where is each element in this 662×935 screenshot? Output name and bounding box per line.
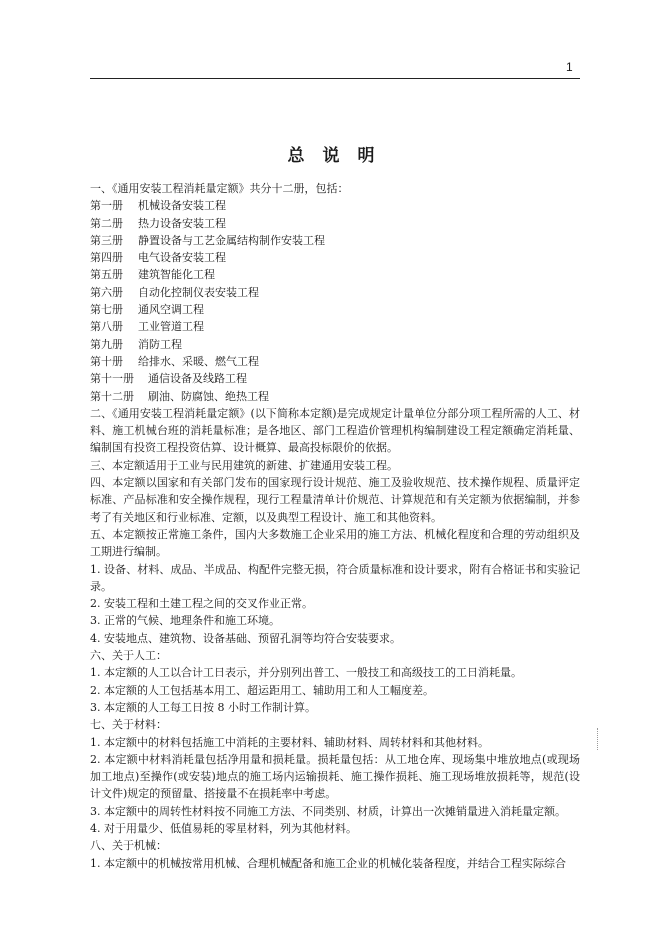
- volume-number: 第二册: [90, 216, 123, 230]
- list-item: 3. 本定额的人工每工日按 8 小时工作制计算。: [90, 700, 316, 714]
- list-item: 4. 对于用量少、低值易耗的零星材料，列为其他材料。: [90, 821, 357, 835]
- list-item: 2. 本定额的人工包括基本用工、超运距用工、辅助用工和人工幅度差。: [90, 683, 434, 697]
- page-title: 总说明: [287, 146, 393, 166]
- volume-number: 第十册: [90, 354, 123, 368]
- volume-number: 第一册: [90, 199, 123, 213]
- volume-item: [90, 232, 580, 249]
- volume-item: [90, 249, 580, 266]
- volume-item: [90, 284, 580, 301]
- paragraph: 二、《通用安装工程消耗量定额》(以下简称本定额)是完成规定计量单位分部分项工程所需的人工、材料、施工机械台班的消耗量标准；是各地区、部门工程造价管理机构编制建设工程定额确定消耗量、编制国有投资工程投资估算、设计概算、最高投标限价的依据。: [90, 406, 580, 455]
- page-number: 1: [566, 60, 573, 74]
- volume-item: [90, 388, 580, 405]
- intro-paragraph: 一、《通用安装工程消耗量定额》共分十二册，包括：: [90, 182, 349, 195]
- volume-title: 工业管道工程: [138, 320, 204, 334]
- volume-item: [90, 301, 580, 318]
- volume-item: [90, 215, 580, 232]
- list-item: 4. 安装地点、建筑物、设备基础、预留孔洞等均符合安装要求。: [90, 631, 401, 645]
- volume-title: 静置设备与工艺金属结构制作安装工程: [138, 233, 325, 247]
- volume-number: 第五册: [90, 268, 123, 282]
- volume-item: [90, 197, 580, 214]
- list-item: 1. 本定额中的机械按常用机械、合理机械配备和施工企业的机械化装备程度，并结合工程实际综合: [90, 856, 566, 870]
- list-item: 1. 本定额的人工以合计工日表示，并分别列出普工、一般技工和高级技工的工日消耗量。: [90, 666, 522, 680]
- volume-number: 第八册: [90, 320, 123, 334]
- list-item: 1. 设备、材料、成品、半成品、构配件完整无损，符合质量标准和设计要求，附有合格证书和实验记录。: [90, 562, 580, 593]
- list-item: 3. 正常的气候、地理条件和施工环境。: [90, 614, 280, 628]
- volume-number: 第十二册: [90, 389, 134, 403]
- volume-item: [90, 266, 580, 283]
- list-item: 2. 本定额中材料消耗量包括净用量和损耗量。损耗量包括：从工地仓库、现场集中堆放地点(或现场加工地点)至操作(或安装)地点的施工场内运输损耗、施工操作损耗、施工现场堆放损耗等，规范(设计文件)规定的预留量、搭接量不在损耗率中考虑。: [90, 752, 580, 801]
- volume-title: 消防工程: [138, 337, 182, 351]
- volume-number: 第四册: [90, 251, 123, 265]
- paragraph: 四、本定额以国家和有关部门发布的国家现行设计规范、施工及验收规范、技术操作规程、质量评定标准、产品标准和安全操作规程，现行工程量清单计价规范、计算规范和有关定额为依据编制，并参考了有关地区和行业标准、定额，以及典型工程设计、施工和其他资料。: [90, 476, 580, 524]
- volume-item: [90, 353, 580, 370]
- volume-title: 刷油、防腐蚀、绝热工程: [148, 389, 269, 403]
- section-heading: 七、关于材料：: [90, 718, 167, 732]
- volume-title: 机械设备安装工程: [138, 199, 226, 213]
- volume-number: 第九册: [90, 337, 123, 351]
- volume-number: 第十一册: [90, 372, 134, 386]
- volume-title: 通信设备及线路工程: [148, 372, 247, 386]
- volume-list: [90, 197, 580, 405]
- volume-item: [90, 336, 580, 353]
- volume-number: 第六册: [90, 285, 123, 299]
- list-item: 1. 本定额中的材料包括施工中消耗的主要材料、辅助材料、周转材料和其他材料。: [90, 735, 489, 749]
- volume-item: [90, 370, 580, 387]
- volume-title: 电气设备安装工程: [138, 251, 226, 265]
- list-item: 3. 本定额中的周转性材料按不同施工方法、不同类别、材质，计算出一次摊销量进入消耗量定额。: [90, 804, 566, 818]
- volume-title: 通风空调工程: [138, 303, 204, 317]
- section-heading: 八、关于机械：: [90, 839, 167, 853]
- body-text: [90, 180, 580, 872]
- volume-title: 热力设备安装工程: [138, 216, 226, 230]
- volume-title: 给排水、采暖、燃气工程: [138, 354, 259, 368]
- volume-title: 自动化控制仪表安装工程: [138, 285, 259, 299]
- volume-item: [90, 318, 580, 335]
- volume-number: 第三册: [90, 233, 123, 247]
- section-heading: 六、关于人工：: [90, 649, 167, 663]
- paragraph: 五、本定额按正常施工条件，国内大多数施工企业采用的施工方法、机械化程度和合理的劳动组织及工期进行编制。: [90, 527, 580, 559]
- header-rule: [90, 78, 580, 79]
- paragraph: 三、本定额适用于工业与民用建筑的新建、扩建通用安装工程。: [90, 458, 398, 472]
- volume-number: 第七册: [90, 303, 123, 317]
- scan-margin-mark: [597, 728, 601, 750]
- volume-title: 建筑智能化工程: [138, 268, 215, 282]
- list-item: 2. 安装工程和土建工程之间的交叉作业正常。: [90, 597, 313, 611]
